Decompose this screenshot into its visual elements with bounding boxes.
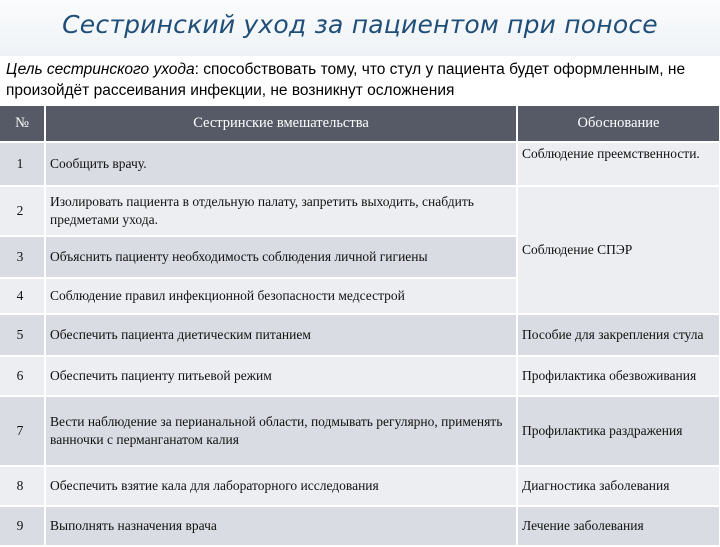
row-number: 7: [0, 396, 45, 466]
table-row: [0, 356, 720, 396]
table-row: [0, 506, 720, 546]
header-interventions: Сестринские вмешательства: [45, 106, 517, 142]
table-row: [0, 142, 720, 186]
table-header-row: [0, 106, 720, 142]
intervention-cell: Выполнять назначения врача: [45, 506, 517, 546]
table-row: [0, 396, 720, 466]
intervention-cell: Сообщить врачу.: [45, 142, 517, 186]
intervention-cell: Обеспечить взятие кала для лабораторного исследования: [45, 466, 517, 506]
justification-cell: Соблюдение СПЭР: [517, 186, 720, 314]
row-number: 9: [0, 506, 45, 546]
justification-cell: Профилактика обезвоживания: [517, 356, 720, 396]
intervention-cell: Соблюдение правил инфекционной безопасности медсестрой: [45, 278, 517, 314]
nursing-interventions-table: [0, 106, 720, 547]
header-number: №: [0, 106, 45, 142]
row-number: 2: [0, 186, 45, 236]
intervention-cell: Объяснить пациенту необходимость соблюдения личной гигиены: [45, 236, 517, 278]
goal-label: Цель сестринского ухода: [6, 61, 195, 78]
intervention-cell: Изолировать пациента в отдельную палату, запретить выходить, снабдить предметами ухода.: [45, 186, 517, 236]
table-row: [0, 466, 720, 506]
header-justification: Обоснование: [517, 106, 720, 142]
slide-title: Сестринский уход за пациентом при поносе: [62, 10, 658, 39]
table-row: [0, 314, 720, 356]
goal-paragraph: [6, 59, 714, 101]
justification-cell: Диагностика заболевания: [517, 466, 720, 506]
intervention-cell: Вести наблюдение за перианальной области, подмывать регулярно, применять ванночки с перманганатом калия: [45, 396, 517, 466]
row-number: 8: [0, 466, 45, 506]
row-number: 5: [0, 314, 45, 356]
justification-cell: Профилактика раздражения: [517, 396, 720, 466]
justification-cell: Соблюдение преемственности.: [517, 142, 720, 186]
intervention-cell: Обеспечить пациенту питьевой режим: [45, 356, 517, 396]
justification-cell: Пособие для закрепления стула: [517, 314, 720, 356]
row-number: 6: [0, 356, 45, 396]
row-number: 3: [0, 236, 45, 278]
goal-text: : способствовать тому, что стул у пациента будет оформленным, не произойдёт рассеивания инфекции, не возникнут осложнения: [6, 61, 686, 99]
intervention-cell: Обеспечить пациента диетическим питанием: [45, 314, 517, 356]
justification-cell: Лечение заболевания: [517, 506, 720, 546]
table-row: [0, 186, 720, 236]
row-number: 4: [0, 278, 45, 314]
row-number: 1: [0, 142, 45, 186]
